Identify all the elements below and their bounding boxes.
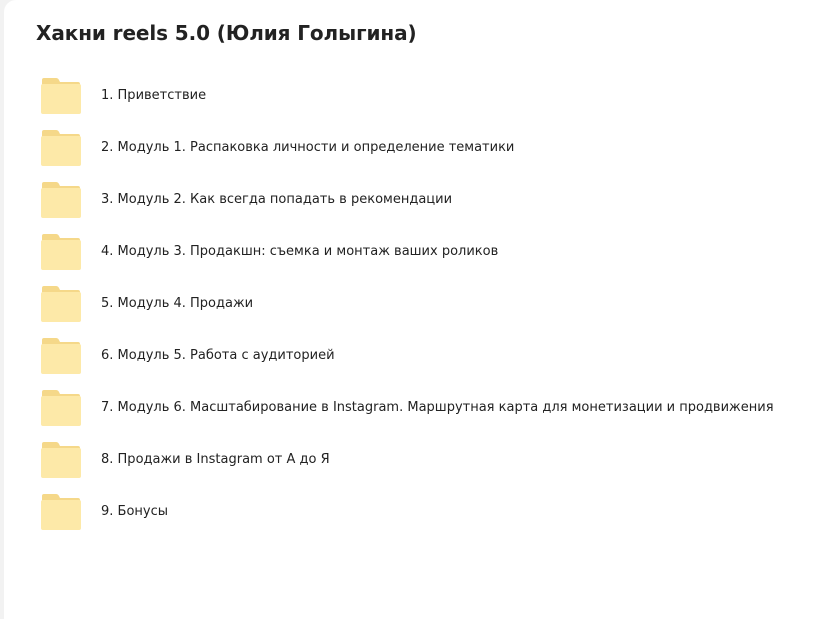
content-panel <box>4 0 818 619</box>
folder-item[interactable] <box>40 75 800 127</box>
folder-item[interactable] <box>40 231 800 283</box>
folder-icon <box>40 129 82 167</box>
folder-item[interactable] <box>40 127 800 179</box>
folder-item[interactable] <box>40 335 800 387</box>
folder-item[interactable] <box>40 387 800 439</box>
folder-item[interactable] <box>40 283 800 335</box>
folder-icon <box>40 181 82 219</box>
folder-item[interactable] <box>40 491 800 543</box>
page-title: Хакни reels 5.0 (Юлия Голыгина) <box>36 21 417 45</box>
folder-icon <box>40 233 82 271</box>
folder-name: 4. Модуль 3. Продакшн: съемка и монтаж ваших роликов <box>101 244 499 259</box>
folder-item[interactable] <box>40 179 800 231</box>
folder-list <box>40 75 800 543</box>
folder-name: 7. Модуль 6. Масштабирование в Instagram. Маршрутная карта для монетизации и продвижения <box>101 400 774 415</box>
folder-icon <box>40 389 82 427</box>
folder-icon <box>40 337 82 375</box>
folder-icon <box>40 77 82 115</box>
folder-name: 5. Модуль 4. Продажи <box>101 296 254 311</box>
folder-name: 8. Продажи в Instagram от А до Я <box>101 452 330 467</box>
folder-name: 3. Модуль 2. Как всегда попадать в рекомендации <box>101 192 453 207</box>
folder-name: 2. Модуль 1. Распаковка личности и определение тематики <box>101 140 515 155</box>
folder-icon <box>40 493 82 531</box>
folder-icon <box>40 441 82 479</box>
folder-icon <box>40 285 82 323</box>
folder-name: 1. Приветствие <box>101 88 207 103</box>
folder-name: 6. Модуль 5. Работа с аудиторией <box>101 348 335 363</box>
folder-name: 9. Бонусы <box>101 504 169 519</box>
folder-item[interactable] <box>40 439 800 491</box>
